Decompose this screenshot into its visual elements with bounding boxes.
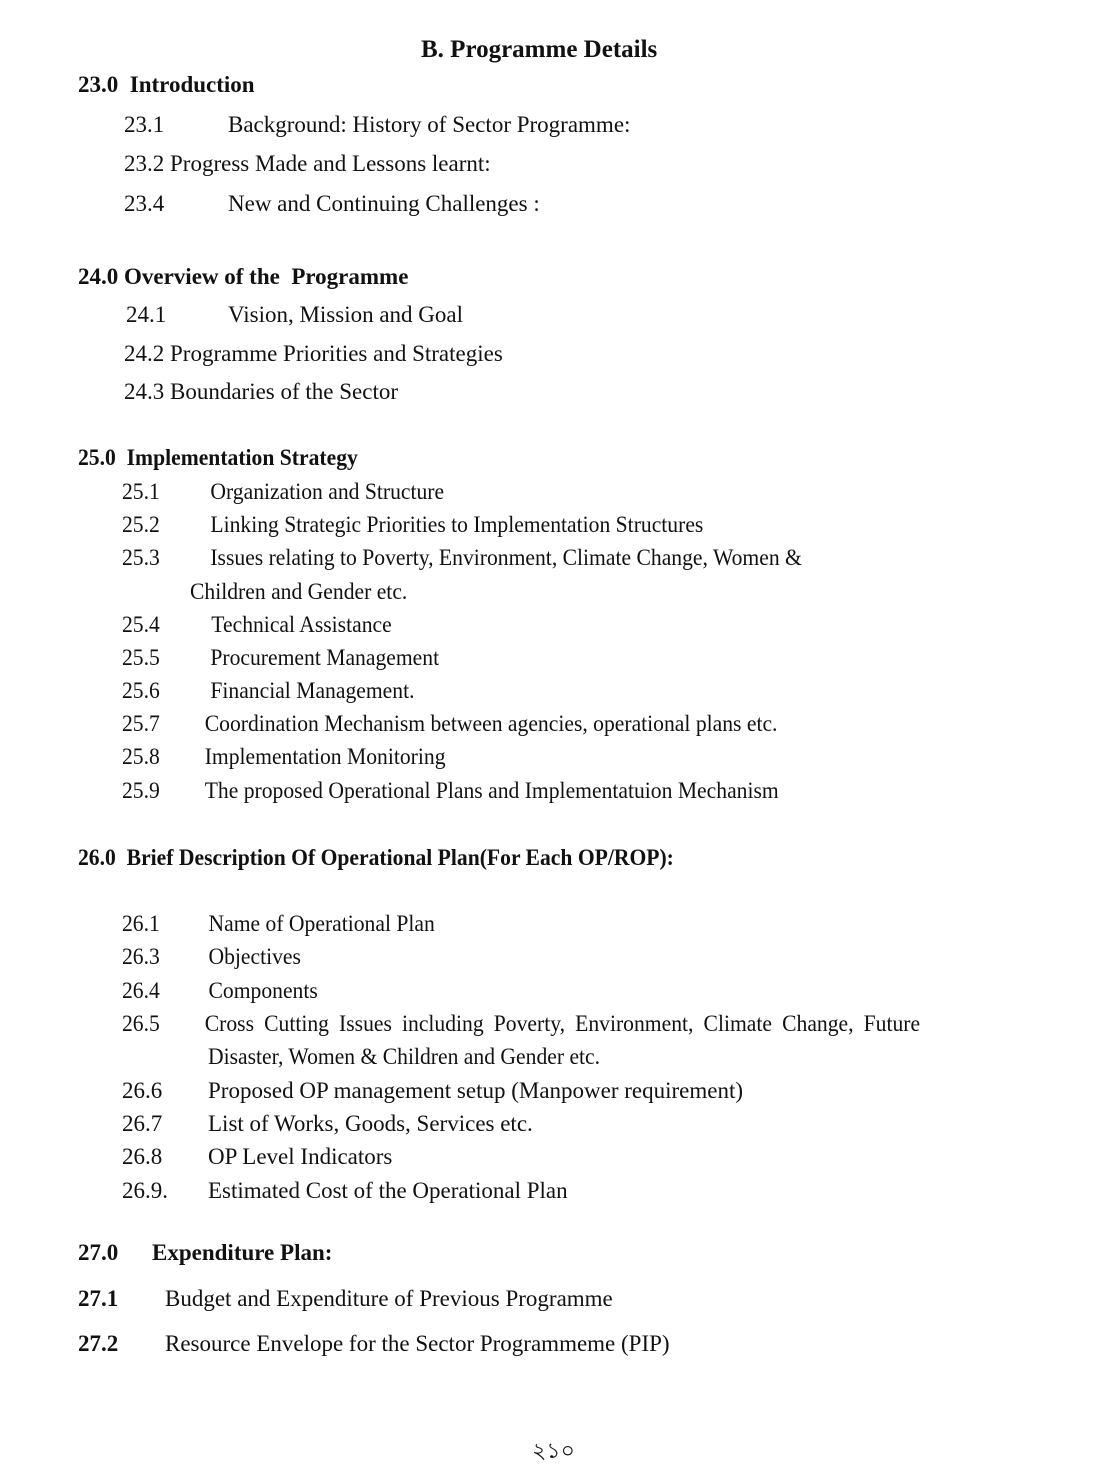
item-text: Implementation Monitoring — [204, 744, 446, 769]
item-text: Name of Operational Plan — [208, 911, 435, 936]
item-number: 27.2 — [78, 1331, 119, 1356]
item-text: Progress Made and Lessons learnt: — [170, 151, 491, 176]
list-item-27-2 — [78, 1331, 670, 1357]
item-number: 25.4 — [122, 612, 160, 637]
list-item-25-9 — [122, 778, 779, 804]
list-item-25-3 — [122, 545, 802, 571]
section-number: 25.0 — [78, 445, 116, 470]
list-item-25-8 — [122, 744, 446, 770]
list-item-26-3 — [122, 944, 301, 970]
item-number: 23.2 — [124, 151, 165, 176]
item-number: 25.3 — [122, 545, 160, 570]
item-text: Organization and Structure — [210, 479, 445, 504]
item-number: 25.7 — [122, 711, 160, 736]
item-number: 26.1 — [122, 911, 160, 936]
section-number: 26.0 — [78, 845, 116, 870]
item-text: Financial Management. — [210, 678, 415, 703]
section-number: 23.0 — [78, 72, 119, 97]
list-item-26-7 — [122, 1111, 533, 1137]
item-number: 24.2 — [124, 341, 165, 366]
item-number: 26.6 — [122, 1078, 163, 1103]
list-item-27-1 — [78, 1286, 613, 1312]
section-title: Expenditure Plan: — [152, 1240, 333, 1265]
item-text: Cross Cutting Issues including Poverty, Environment, Climate Change, Future — [204, 1011, 921, 1036]
list-item-25-6 — [122, 678, 414, 704]
item-text: New and Continuing Challenges : — [228, 191, 540, 216]
section-heading-25 — [78, 445, 358, 471]
item-text: Background: History of Sector Programme: — [228, 112, 631, 137]
item-number: 24.3 — [124, 379, 165, 404]
item-text: Programme Priorities and Strategies — [170, 341, 503, 366]
item-number: 26.9. — [122, 1178, 168, 1203]
item-number: 25.2 — [122, 512, 160, 537]
item-number: 26.4 — [122, 978, 160, 1003]
section-heading-24 — [78, 264, 408, 290]
list-item-26-6 — [122, 1078, 743, 1104]
item-text: Budget and Expenditure of Previous Programme — [165, 1286, 613, 1311]
section-number: 27.0 — [78, 1240, 119, 1265]
page-number: ২১০ — [532, 1439, 575, 1464]
list-item-25-1 — [122, 479, 444, 505]
item-text: OP Level Indicators — [208, 1144, 393, 1169]
item-text: The proposed Operational Plans and Implementatuion Mechanism — [204, 778, 779, 803]
list-item-25-3-continuation: Children and Gender etc. — [190, 579, 408, 604]
list-item-26-5-continuation: Disaster, Women & Children and Gender etc. — [208, 1044, 601, 1069]
list-item-24-1 — [126, 302, 463, 328]
item-text: Estimated Cost of the Operational Plan — [208, 1178, 568, 1203]
list-item-25-4 — [122, 612, 392, 638]
list-item-23-2 — [124, 151, 491, 177]
list-item-24-2 — [124, 341, 503, 367]
item-text: Issues relating to Poverty, Environment, Climate Change, Women & — [210, 545, 802, 570]
item-text: List of Works, Goods, Services etc. — [208, 1111, 533, 1136]
list-item-25-2 — [122, 512, 703, 538]
section-number: 24.0 — [78, 264, 119, 289]
list-item-24-3 — [124, 379, 398, 405]
item-text: Objectives — [208, 944, 301, 969]
item-text: Linking Strategic Priorities to Implementation Structures — [210, 512, 704, 537]
item-text: Procurement Management — [210, 645, 440, 670]
section-title: Implementation Strategy — [126, 445, 358, 470]
list-item-26-8 — [122, 1144, 392, 1170]
section-title: Overview of the Programme — [124, 264, 409, 289]
list-item-25-7 — [122, 711, 777, 737]
list-item-26-1 — [122, 911, 435, 937]
section-heading-23 — [78, 72, 255, 98]
item-number: 24.1 — [126, 302, 167, 327]
item-text: Coordination Mechanism between agencies, operational plans etc. — [204, 711, 778, 736]
item-text: Vision, Mission and Goal — [228, 302, 464, 327]
item-number: 26.7 — [122, 1111, 163, 1136]
item-number: 23.1 — [124, 112, 165, 137]
list-item-26-9 — [122, 1178, 568, 1204]
section-heading-27 — [78, 1240, 332, 1266]
item-text: Technical Assistance — [211, 612, 392, 637]
item-text: Resource Envelope for the Sector Programmeme (PIP) — [165, 1331, 670, 1356]
list-item-26-4 — [122, 978, 318, 1004]
item-number: 27.1 — [78, 1286, 119, 1311]
item-number: 25.6 — [122, 678, 160, 703]
item-number: 26.3 — [122, 944, 160, 969]
section-heading-26 — [78, 845, 674, 871]
item-text: Proposed OP management setup (Manpower requirement) — [208, 1078, 744, 1103]
list-item-23-4 — [124, 191, 540, 217]
item-number: 25.1 — [122, 479, 160, 504]
item-number: 23.4 — [124, 191, 165, 216]
section-title: Introduction — [129, 72, 255, 97]
section-title: Brief Description Of Operational Plan(For Each OP/ROP): — [126, 845, 674, 870]
item-number: 25.8 — [122, 744, 160, 769]
list-item-26-5 — [122, 1011, 920, 1037]
item-number: 25.9 — [122, 778, 160, 803]
list-item-25-5 — [122, 645, 439, 671]
item-text: Boundaries of the Sector — [170, 379, 399, 404]
list-item-23-1 — [124, 112, 630, 138]
item-number: 26.5 — [122, 1011, 160, 1036]
item-text: Components — [208, 978, 318, 1003]
item-number: 25.5 — [122, 645, 160, 670]
item-number: 26.8 — [122, 1144, 163, 1169]
page-title: B. Programme Details — [421, 36, 658, 63]
